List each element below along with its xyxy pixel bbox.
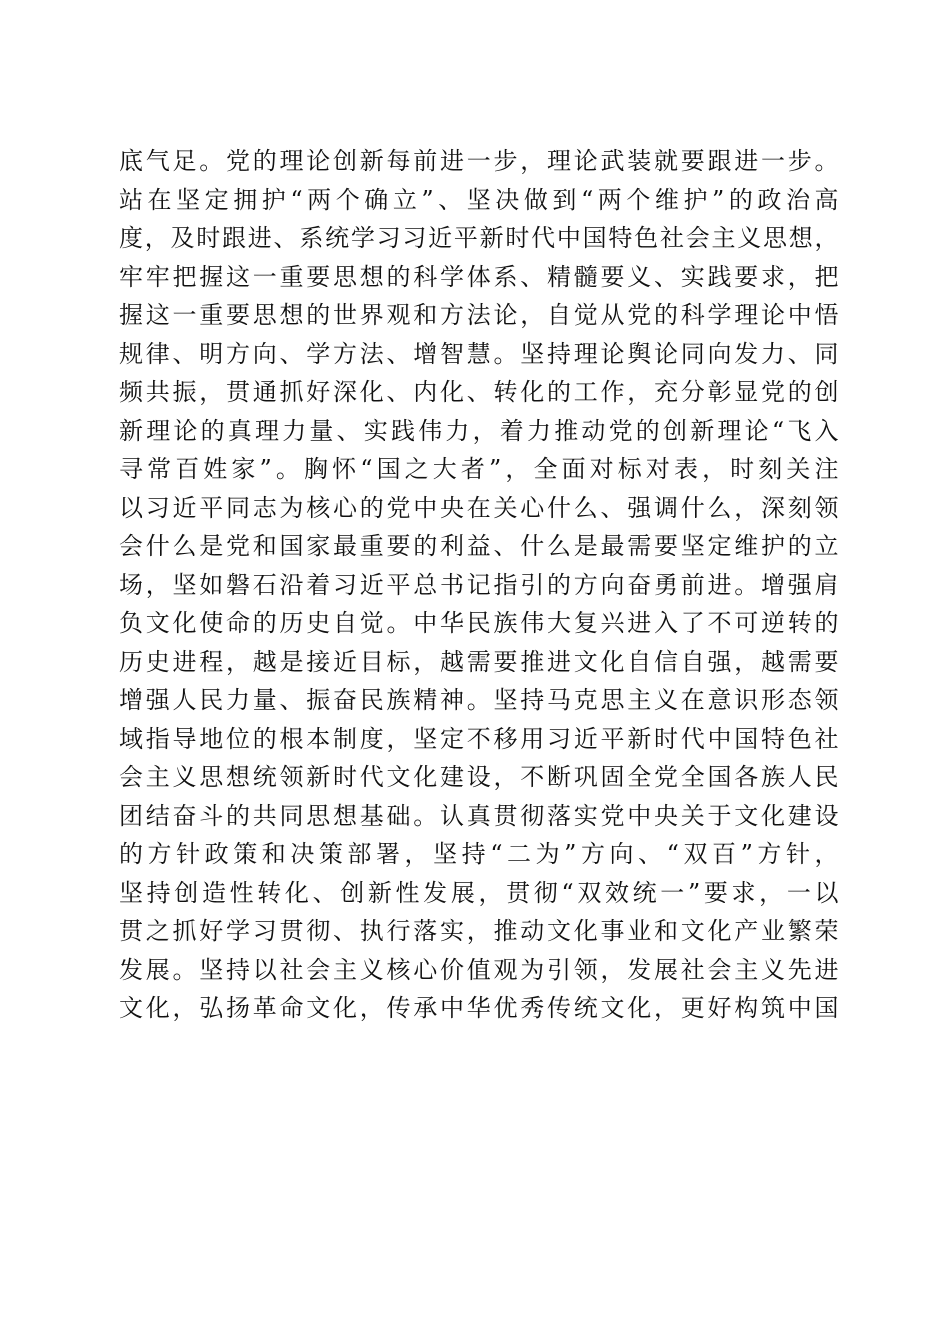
text-line: 握这一重要思想的世界观和方法论，自觉从党的科学理论中悟 bbox=[119, 301, 839, 329]
text-line: 坚持创造性转化、创新性发展，贯彻“双效统一”要求，一以 bbox=[119, 878, 839, 907]
text-line: 规律、明方向、学方法、增智慧。坚持理论舆论同向发力、同 bbox=[119, 339, 839, 368]
text-line: 发展。坚持以社会主义核心价值观为引领，发展社会主义先进 bbox=[119, 955, 839, 984]
text-line: 增强人民力量、振奋民族精神。坚持马克思主义在意识形态领 bbox=[119, 686, 839, 714]
text-line: 团结奋斗的共同思想基础。认真贯彻落实党中央关于文化建设 bbox=[119, 801, 839, 830]
text-line: 站在坚定拥护“两个确立”、坚决做到“两个维护”的政治高 bbox=[119, 185, 839, 214]
text-line: 寻常百姓家”。胸怀“国之大者”，全面对标对表，时刻关注 bbox=[119, 455, 839, 483]
text-line: 会主义思想统领新时代文化建设，不断巩固全党全国各族人民 bbox=[119, 763, 839, 791]
text-line: 历史进程，越是接近目标，越需要推进文化自信自强，越需要 bbox=[119, 647, 839, 676]
body-paragraph bbox=[119, 142, 839, 1028]
text-line: 底气足。党的理论创新每前进一步，理论武装就要跟进一步。 bbox=[119, 147, 839, 175]
text-line: 新理论的真理力量、实践伟力，着力推动党的创新理论“飞入 bbox=[119, 416, 839, 445]
text-line: 贯之抓好学习贯彻、执行落实，推动文化事业和文化产业繁荣 bbox=[119, 917, 839, 945]
text-line: 场，坚如磐石沿着习近平总书记指引的方向奋勇前进。增强肩 bbox=[119, 570, 839, 599]
text-line: 以习近平同志为核心的党中央在关心什么、强调什么，深刻领 bbox=[119, 493, 839, 522]
text-line: 会什么是党和国家最重要的利益、什么是最需要坚定维护的立 bbox=[119, 532, 839, 560]
text-line: 域指导地位的根本制度，坚定不移用习近平新时代中国特色社 bbox=[119, 724, 839, 753]
text-line: 的方针政策和决策部署，坚持“二为”方向、“双百”方针， bbox=[119, 840, 839, 868]
text-line: 度，及时跟进、系统学习习近平新时代中国特色社会主义思想， bbox=[119, 224, 839, 252]
text-line: 负文化使命的历史自觉。中华民族伟大复兴进入了不可逆转的 bbox=[119, 609, 839, 637]
text-line: 牢牢把握这一重要思想的科学体系、精髓要义、实践要求，把 bbox=[119, 262, 839, 291]
text-line: 文化，弘扬革命文化，传承中华优秀传统文化，更好构筑中国 bbox=[119, 994, 839, 1022]
text-line: 频共振，贯通抓好深化、内化、转化的工作，充分彰显党的创 bbox=[119, 378, 839, 406]
